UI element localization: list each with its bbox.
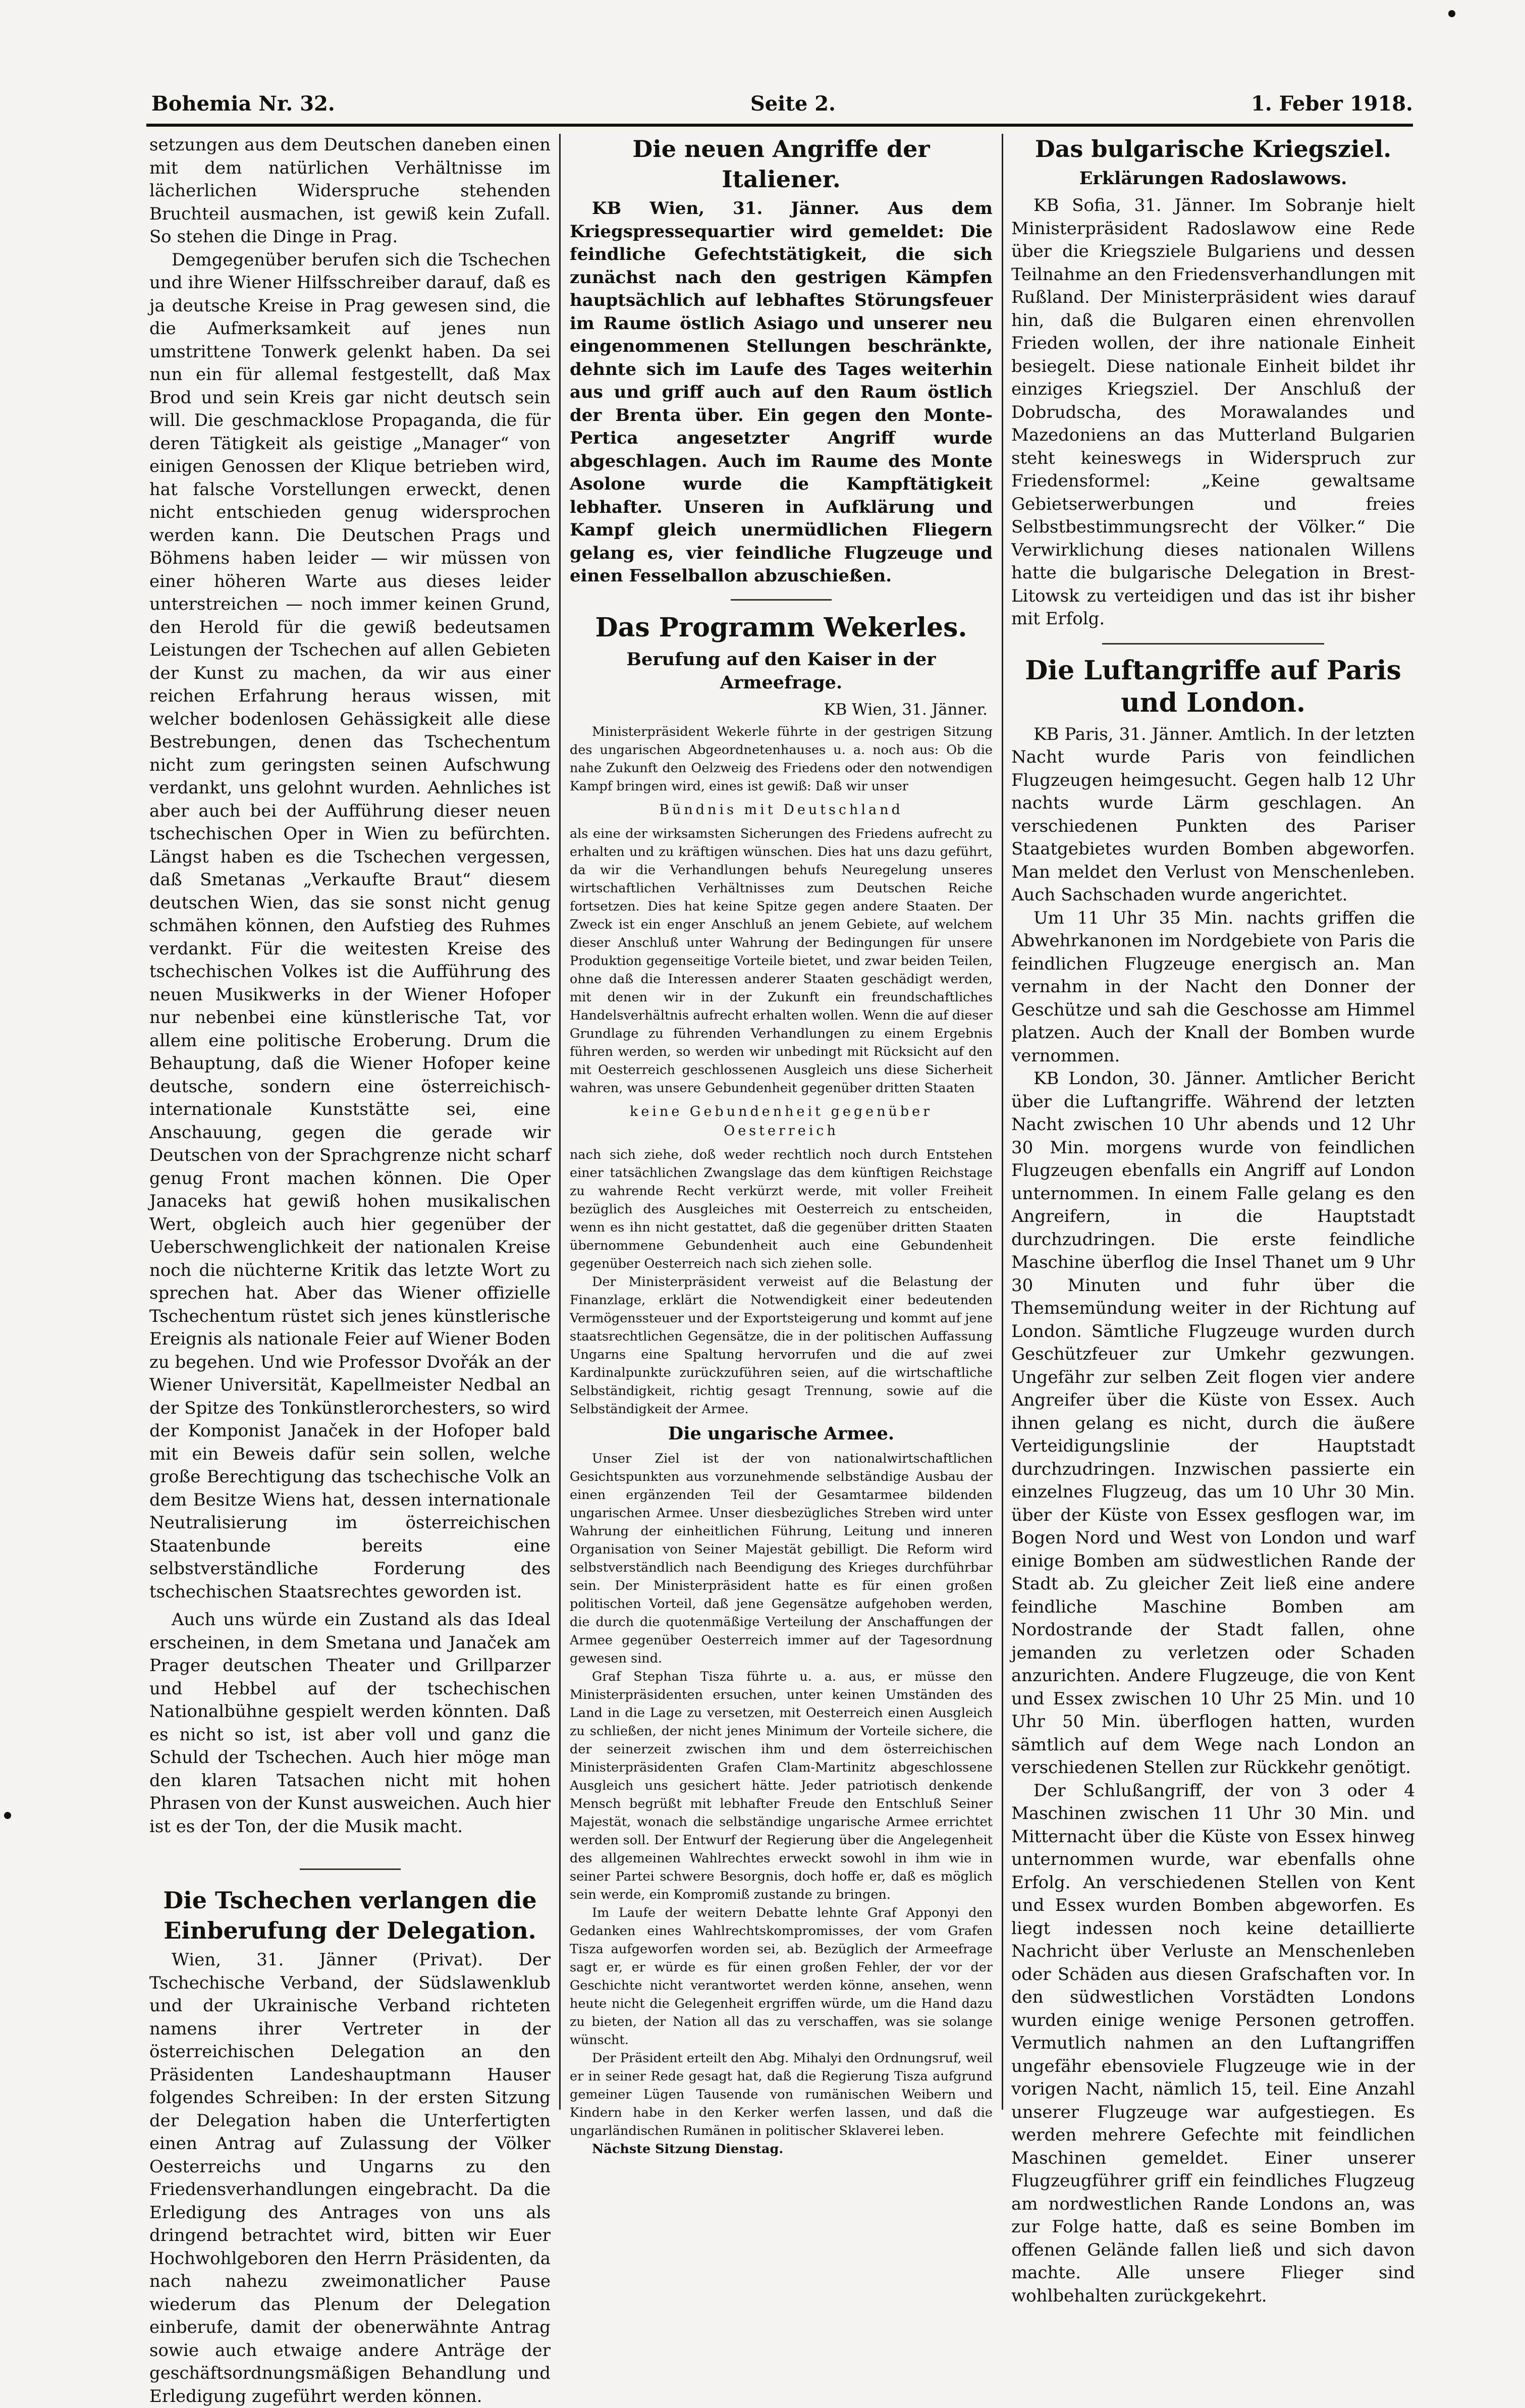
column-rule-2 xyxy=(1002,134,1003,2110)
dateline: KB Wien, 31. Jänner. xyxy=(824,700,988,719)
article-separator xyxy=(300,1868,401,1870)
article-paragraph: Auch uns würde ein Zustand als das Ideal erscheinen, in dem Smetana und Janaček am Prager deutschen Theater und Grillparzer und Hebbel auf der tschechischen Nationalbühne gespielt werden könnten. Daß es nicht so ist, ist aber voll und ganz die Schuld der Tschechen. Auch hier möge man den klaren Tatsachen nicht mit hohen Phrasen von der Kunst ausweichen. Auch hier ist es der Ton, der die Musik macht. xyxy=(149,1610,551,1837)
article-separator xyxy=(731,599,832,601)
headline-bulgarien: Das bulgarische Kriegsziel. xyxy=(1034,135,1392,163)
subhead-gebundenheit: keine Gebundenheit gegenüber Oesterreich xyxy=(629,1103,933,1139)
article-paragraph: nach sich ziehe, doß weder rechtlich noch durch Entstehen einer tatsächlichen Zwangslage das dem künftigen Reichstage zu wahrende Recht verkürzt werde, mit voller Freiheit bezüglich des Ausgleiches mit Oesterreich zu entscheiden, wenn es ihn nicht gestattet, daß die gegenüber dritten Staaten übernommene Gebundenheit auch eine Gebundenheit gegenüber Oesterreich nach sich ziehen solle. xyxy=(570,1147,993,1271)
article-paragraph: Unser Ziel ist der von nationalwirtschaftlichen Gesichtspunkten aus vorzunehmende selbständige Ausbau der einen ergänzenden Teil der Gesamtarmee bildenden ungarischen Armee. Unser diesbezügliches Streben wird unter Wahrung der einheitlichen Führung, Leitung und inneren Organisation von Seiner Majestät gebilligt. Die Reform wird selbstverständlich nach Beendigung des Krieges durchführbar sein. Der Ministerpräsident hatte es für einen großen politischen Vorteil, daß jene Gegensätze aufgehoben werden, die durch die quotenmäßige Verteilung der Anschaffungen der Armee gegenüber Oesterreich immer auf der Tagesordnung gewesen sind. xyxy=(570,1451,993,1666)
headline-luftangriffe: Die Luftangriffe auf Paris und London. xyxy=(1025,655,1401,718)
article-paragraph: Graf Stephan Tisza führte u. a. aus, er müsse den Ministerpräsidenten ersuchen, unter keinen Umständen des Land in die Lage zu versetzen, mit Oesterreich einen Ausgleich zu schließen, der nicht jenes Minimum der Vorteile sichere, die der seinerzeit zwischen ihm und dem österreichischen Ministerpräsidenten Grafen Clam-Martinitz abgeschlossene Ausgleich uns gesichert hätte. Jeder patriotisch denkende Mensch begrüßt mit lebhafter Freude den Entschluß Seiner Majestät, wonach die selbständige ungarische Armee errichtet werden soll. Der Entwurf der Regierung über die Angelegenheit des allgemeinen Wahlrechtes erweckt sowohl in ihm wie in seiner Partei schwere Besorgnis, doch hoffe er, daß es möglich sein werde, ein Kompromiß zustande zu bringen. xyxy=(570,1669,993,1902)
article-paragraph: KB London, 30. Jänner. Amtlicher Bericht über die Luftangriffe. Während der letzten Nacht zwischen 10 Uhr abends und 12 Uhr 30 Min. morgens wurde von feindlichen Flugzeugen ebenfalls ein Angriff auf London unternommen. In einem Falle gelang es den Angreifern, in die Hauptstadt durchzudringen. Die erste feindliche Maschine überflog die Insel Thanet um 9 Uhr 30 Minuten und fuhr über die Themsemündung weiter in der Richtung auf London. Sämtliche Flugzeuge wurden durch Geschützfeuer zur Umkehr gezwungen. Ungefähr zur selben Zeit flogen vier andere Angreifer über die Küste von Essex. Auch ihnen gelang es nicht, durch die äußere Verteidigungslinie der Hauptstadt durchzudringen. Inzwischen passierte ein einzelnes Flugzeug, das um 10 Uhr 30 Min. über der Küste von Essex gesflogen war, im Bogen Nord und West von London und warf einige Bomben am südwestlichen Rande der Stadt ab. Zu gleicher Zeit ließ eine andere feindliche Maschine Bomben am Nordostrande der Stadt fallen, ohne jemanden zu verletzen oder Schaden anzurichten. Andere Flugzeuge, die von Kent und Essex zwischen 10 Uhr 25 Min. und 10 Uhr 50 Min. überflogen hatten, wurden sämtlich auf dem Wege nach London an verschiedenen Stellen zur Rückkehr genötigt. xyxy=(1011,1068,1415,1778)
column-middle xyxy=(570,134,993,2157)
article-paragraph: Im Laufe der weitern Debatte lehnte Graf Apponyi den Gedanken eines Wahlrechtskompromisses, der vom Grafen Tisza aufgeworfen worden sei, ab. Bezüglich der Armeefrage sagt er, er würde es für einen großen Fehler, der vor der Geschichte nicht verantwortet werden könne, ansehen, wenn heute nicht die Gelegenheit ergriffen würde, um die Hand dazu zu bieten, der Nation all das zu verschaffen, was sie solange wünscht. xyxy=(570,1905,993,2048)
article-paragraph: setzungen aus dem Deutschen daneben einen mit dem natürlichen Verhältnisse im lächerlichen Widerspruche stehenden Bruchteil ausmachen, ist gewiß kein Zufall. So stehen die Dinge in Prag. xyxy=(149,135,551,247)
column-left xyxy=(149,134,551,2406)
headline-delegation: Die Tschechen verlangen die Einberufung der Delegation. xyxy=(163,1887,537,1944)
header-rule xyxy=(146,124,1413,127)
column-right xyxy=(1011,134,1415,2306)
header-paper-issue: Bohemia Nr. 32. xyxy=(151,91,335,116)
page-header xyxy=(151,86,1413,121)
print-speck xyxy=(4,1812,11,1819)
article-paragraph: KB Sofia, 31. Jänner. Im Sobranje hielt Ministerpräsident Radoslawow eine Rede über die Kriegsziele Bulgariens und dessen Teilnahme an den Friedensverhandlungen mit Rußland. Der Ministerpräsident wies darauf hin, daß die Bulgaren einen ehrenvollen Frieden wollen, der ihre nationale Einheit besiegelt. Diese nationale Einheit bildet ihr einziges Kriegsziel. Der Anschluß der Dobrudscha, des Morawalandes und Mazedoniens an das Mutterland Bulgarien steht keineswegs in Widerspruch zur Friedensformel: „Keine gewaltsame Gebietserwerbungen und freies Selbstbestimmungsrecht der Völker.“ Die Verwirklichung dieses nationalen Willens hatte die bulgarische Delegation in Brest-Litowsk zu verteidigen und das ist ihr bisher mit Erfolg. xyxy=(1011,195,1415,629)
article-paragraph: Demgegenüber berufen sich die Tschechen und ihre Wiener Hilfsschreiber darauf, daß es ja deutsche Kreise in Prag gewesen sind, die die Aufmerksamkeit auf jenes nun umstrittene Tonwerk gelenkt haben. Da sei nun ein für allemal festgestellt, daß Max Brod und sein Kreis gar nicht deutsch sein will. Die geschmacklose Propaganda, die für deren Tätigkeit als geistige „Manager“ von einigen Genossen der Klique betrieben wird, hat falsche Vorstellungen erweckt, denen nicht entschieden genug widersprochen werden kann. Die Deutschen Prags und Böhmens haben leider — wir müssen von einer höheren Warte aus dieses leider unterstreichen — noch immer keinen Grund, den Herold für die gewiß bedeutsamen Leistungen der Tschechen auf allen Gebieten der Kunst zu machen, da wir aus einer reichen Erfahrung heraus wissen, mit welcher bodenlosen Gehässigkeit alle diese Bestrebungen, denen das Tschechentum nicht zum geringsten seinen Aufschwung verdankt, uns gelohnt wurden. Aehnliches ist aber auch bei der Aufführung dieser neuen tschechischen Oper in Wien zu befürchten. Längst haben es die Tschechen vergessen, daß Smetanas „Verkaufte Braut“ diesem deutschen Wien, das sie sonst nicht genug schmähen können, den Aufstieg des Ruhmes verdankt. Für die weitesten Kreise des tschechischen Volkes ist die Aufführung des neuen Musikwerks in der Wiener Hofoper nur nebenbei eine künstlerische Tat, vor allem eine politische Eroberung. Drum die Behauptung, daß die Wiener Hofoper keine deutsche, sondern eine österreichisch-internationale Kunststätte sei, eine Anschauung, gegen die gerade wir Deutschen von der Sprachgrenze nicht scharf genug Front machen können. Die Oper Janaceks hat gewiß hohen musikalischen Wert, obgleich auch hier gegenüber der Ueberschwenglichkeit der nationalen Kreise noch die nüchterne Kritik das letzte Wort zu sprechen hat. Aber das Wiener offizielle Tschechentum rüstet sich jenes künstlerische Ereignis als nationale Feier auf Wiener Boden zu begehen. Und wie Professor Dvořák an der Wiener Universität, Kapellmeister Nedbal an der Spitze des Tonkünstlerorchesters, so wird der Komponist Janaček in der Hofoper bald mit ein Beweis dafür sein sollen, welche große Berechtigung das tschechische Volk an dem Besitze Wiens hat, dessen internationale Neutralisierung im österreichischen Staatenbunde bereits eine selbstverständliche Forderung des tschechischen Staatsrechtes geworden ist. xyxy=(149,249,551,1602)
article-paragraph: Um 11 Uhr 35 Min. nachts griffen die Abwehrkanonen im Nordgebiete von Paris die feindlichen Flugzeuge energisch an. Man vernahm in der Nacht den Donner der Geschütze und sah die Geschosse am Himmel platzen. Auch der Knall der Bomben wurde vernommen. xyxy=(1011,907,1415,1066)
subhead-armee: Die ungarische Armee. xyxy=(668,1423,895,1444)
article-paragraph: Ministerpräsident Wekerle führte in der gestrigen Sitzung des ungarischen Abgeordnetenhauses u. a. noch aus: Ob die nahe Zukunft den Oelzweig des Friedens oder den notwendigen Kampf bringen wird, eines ist gewiß: Daß wir unser xyxy=(570,724,993,794)
subheadline-bulgarien: Erklärungen Radoslawows. xyxy=(1079,168,1347,189)
print-speck xyxy=(1448,10,1455,17)
article-paragraph: Der Ministerpräsident verweist auf die Belastung der Finanzlage, erklärt die Notwendigkeit einer bedeutenden Vermögenssteuer und der Exportsteigerung und kommt auf jene staatsrechtlichen Gegensätze, die in der politischen Auffassung Ungarns eine Spaltung hervorrufen und die auf zwei Kardinalpunkte zurückzuführen seien, auf die wirtschaftliche Selbständigkeit, richtig gesagt Trennung, sowie auf die Selbständigkeit der Armee. xyxy=(570,1274,993,1417)
article-paragraph: Wien, 31. Jänner (Privat). Der Tschechische Verband, der Südslawenklub und der Ukrainische Verband richteten namens ihrer Vertreter in der österreichischen Delegation an den Präsidenten Landeshauptmann Hauser folgendes Schreiben: In der ersten Sitzung der Delegation haben die Unterfertigten einen Antrag auf Zulassung der Völker Oesterreichs und Ungarns zu den Friedensverhandlungen eingebracht. Da die Erledigung des Antrages von uns als dringend betrachtet wird, bitten wir Euer Hochwohlgeboren den Herrn Präsidenten, da nach nahezu zweimonatlicher Pause wiederum das Plenum der Delegation einberufe, damit der obenerwähnte Antrag sowie auch etwaige andere Anträge der geschäftsordnungsmäßigen Behandlung und Erledigung zugeführt werden können. xyxy=(149,1950,551,2406)
subhead-buendnis: Bündnis mit Deutschland xyxy=(659,801,903,818)
header-page-number: Seite 2. xyxy=(750,91,836,116)
column-rule-1 xyxy=(559,134,561,2110)
subheadline-wekerle: Berufung auf den Kaiser in der Armeefrage. xyxy=(626,649,936,693)
article-paragraph: Nächste Sitzung Dienstag. xyxy=(592,2141,784,2157)
article-paragraph: Der Präsident erteilt den Abg. Mihalyi den Ordnungsruf, weil er in seiner Rede gesagt hat, daß die Regierung Tisza aufgrund gemeiner Lügen Tausende von rumänischen Weibern und Kindern habe in den Kerker werfen lassen, und daß die ungarländischen Rumänen in politischer Sklaverei leben. xyxy=(570,2050,993,2138)
article-paragraph: KB Wien, 31. Jänner. Aus dem Kriegspressequartier wird gemeldet: Die feindliche Gefechtstätigkeit, die sich zunächst nach den gestrigen Kämpfen hauptsächlich auf lebhaftes Störungsfeuer im Raume östlich Asiago und unserer neu eingenommenen Stellungen beschränkte, dehnte sich im Laufe des Tages weiterhin aus und griff auch auf den Raum östlich der Brenta über. Ein gegen den Monte-Pertica angesetzter Angriff wurde abgeschlagen. Auch im Raume des Monte Asolone wurde die Kampftätigkeit lebhafter. Unseren in Aufklärung und Kampf gleich unermüdlichen Fliegern gelang es, vier feindliche Flugzeuge und einen Fesselballon abzuschießen. xyxy=(570,198,993,586)
article-paragraph: KB Paris, 31. Jänner. Amtlich. In der letzten Nacht wurde Paris von feindlichen Flugzeugen heimgesucht. Gegen halb 12 Uhr nachts wurde Lärm geschlagen. An verschiedenen Punkten des Pariser Staatgebietes wurden Bomben abgeworfen. Man meldet den Verlust von Menschenleben. Auch Sachschaden wurde angerichtet. xyxy=(1011,724,1415,905)
headline-wekerle: Das Programm Wekerles. xyxy=(595,612,967,643)
article-paragraph: als eine der wirksamsten Sicherungen des Friedens aufrecht zu erhalten und zu kräftigen wünschen. Dies hat uns dazu geführt, da wir die Verhandlungen behufs Neuregelung unseres wirtschaftlichen Verhältnisses zum Deutschen Reiche fortsetzen. Dies hat keine Spitze gegen andere Staaten. Der Zweck ist ein enger Anschluß an jenem Gebiete, auf welchem dieser Anschluß unter Wahrung der Bedingungen für unsere Produktion gegenseitige Vorteile bietet, und zwar beiden Teilen, ohne daß die Interessen anderer Staaten geschädigt werden, mit denen wir in der Zukunft ein freundschaftliches Handelsverhältnis aufrecht erhalten wollen. Wenn die auf dieser Grundlage zu führenden Verhandlungen zu einem Ergebnis führen werden, so werden wir unbedingt mit Rücksicht auf den mit Oesterreich geschlossenen Ausgleich uns diese Sicherheit wahren, was unsere Gebundenheit gegenüber dritten Staaten xyxy=(570,826,993,1096)
headline-italiener: Die neuen Angriffe der Italiener. xyxy=(632,135,930,193)
header-date: 1. Feber 1918. xyxy=(1250,91,1413,116)
article-separator xyxy=(1102,643,1324,645)
article-paragraph: Der Schlußangriff, der von 3 oder 4 Maschinen zwischen 11 Uhr 30 Min. und Mitternacht über die Küste von Essex hinweg unternommen wurde, war ebenfalls ohne Erfolg. An verschiedenen Stellen von Kent und Essex wurden Bomben abgeworfen. Es liegt indessen noch keine detaillierte Nachricht über Verluste an Menschenleben oder Schäden aus diesen Grafschaften vor. In den südwestlichen Vorstädten Londons wurden einige wenige Personen getroffen. Vermutlich nahmen an den Luftangriffen ungefähr ebensoviele Flugzeuge wie in der vorigen Nacht, nämlich 15, teil. Eine Anzahl unserer Flugzeuge war aufgestiegen. Es werden mehrere Gefechte mit feindlichen Maschinen gemeldet. Einer unserer Flugzeugführer griff ein feindliches Flugzeug am nordwestlichen Rande Londons an, was zur Folge hatte, daß es seine Bomben im offenen Gelände fallen ließ und sich davon machte. Alle unsere Flieger sind wohlbehalten zurückgekehrt. xyxy=(1011,1780,1415,2306)
